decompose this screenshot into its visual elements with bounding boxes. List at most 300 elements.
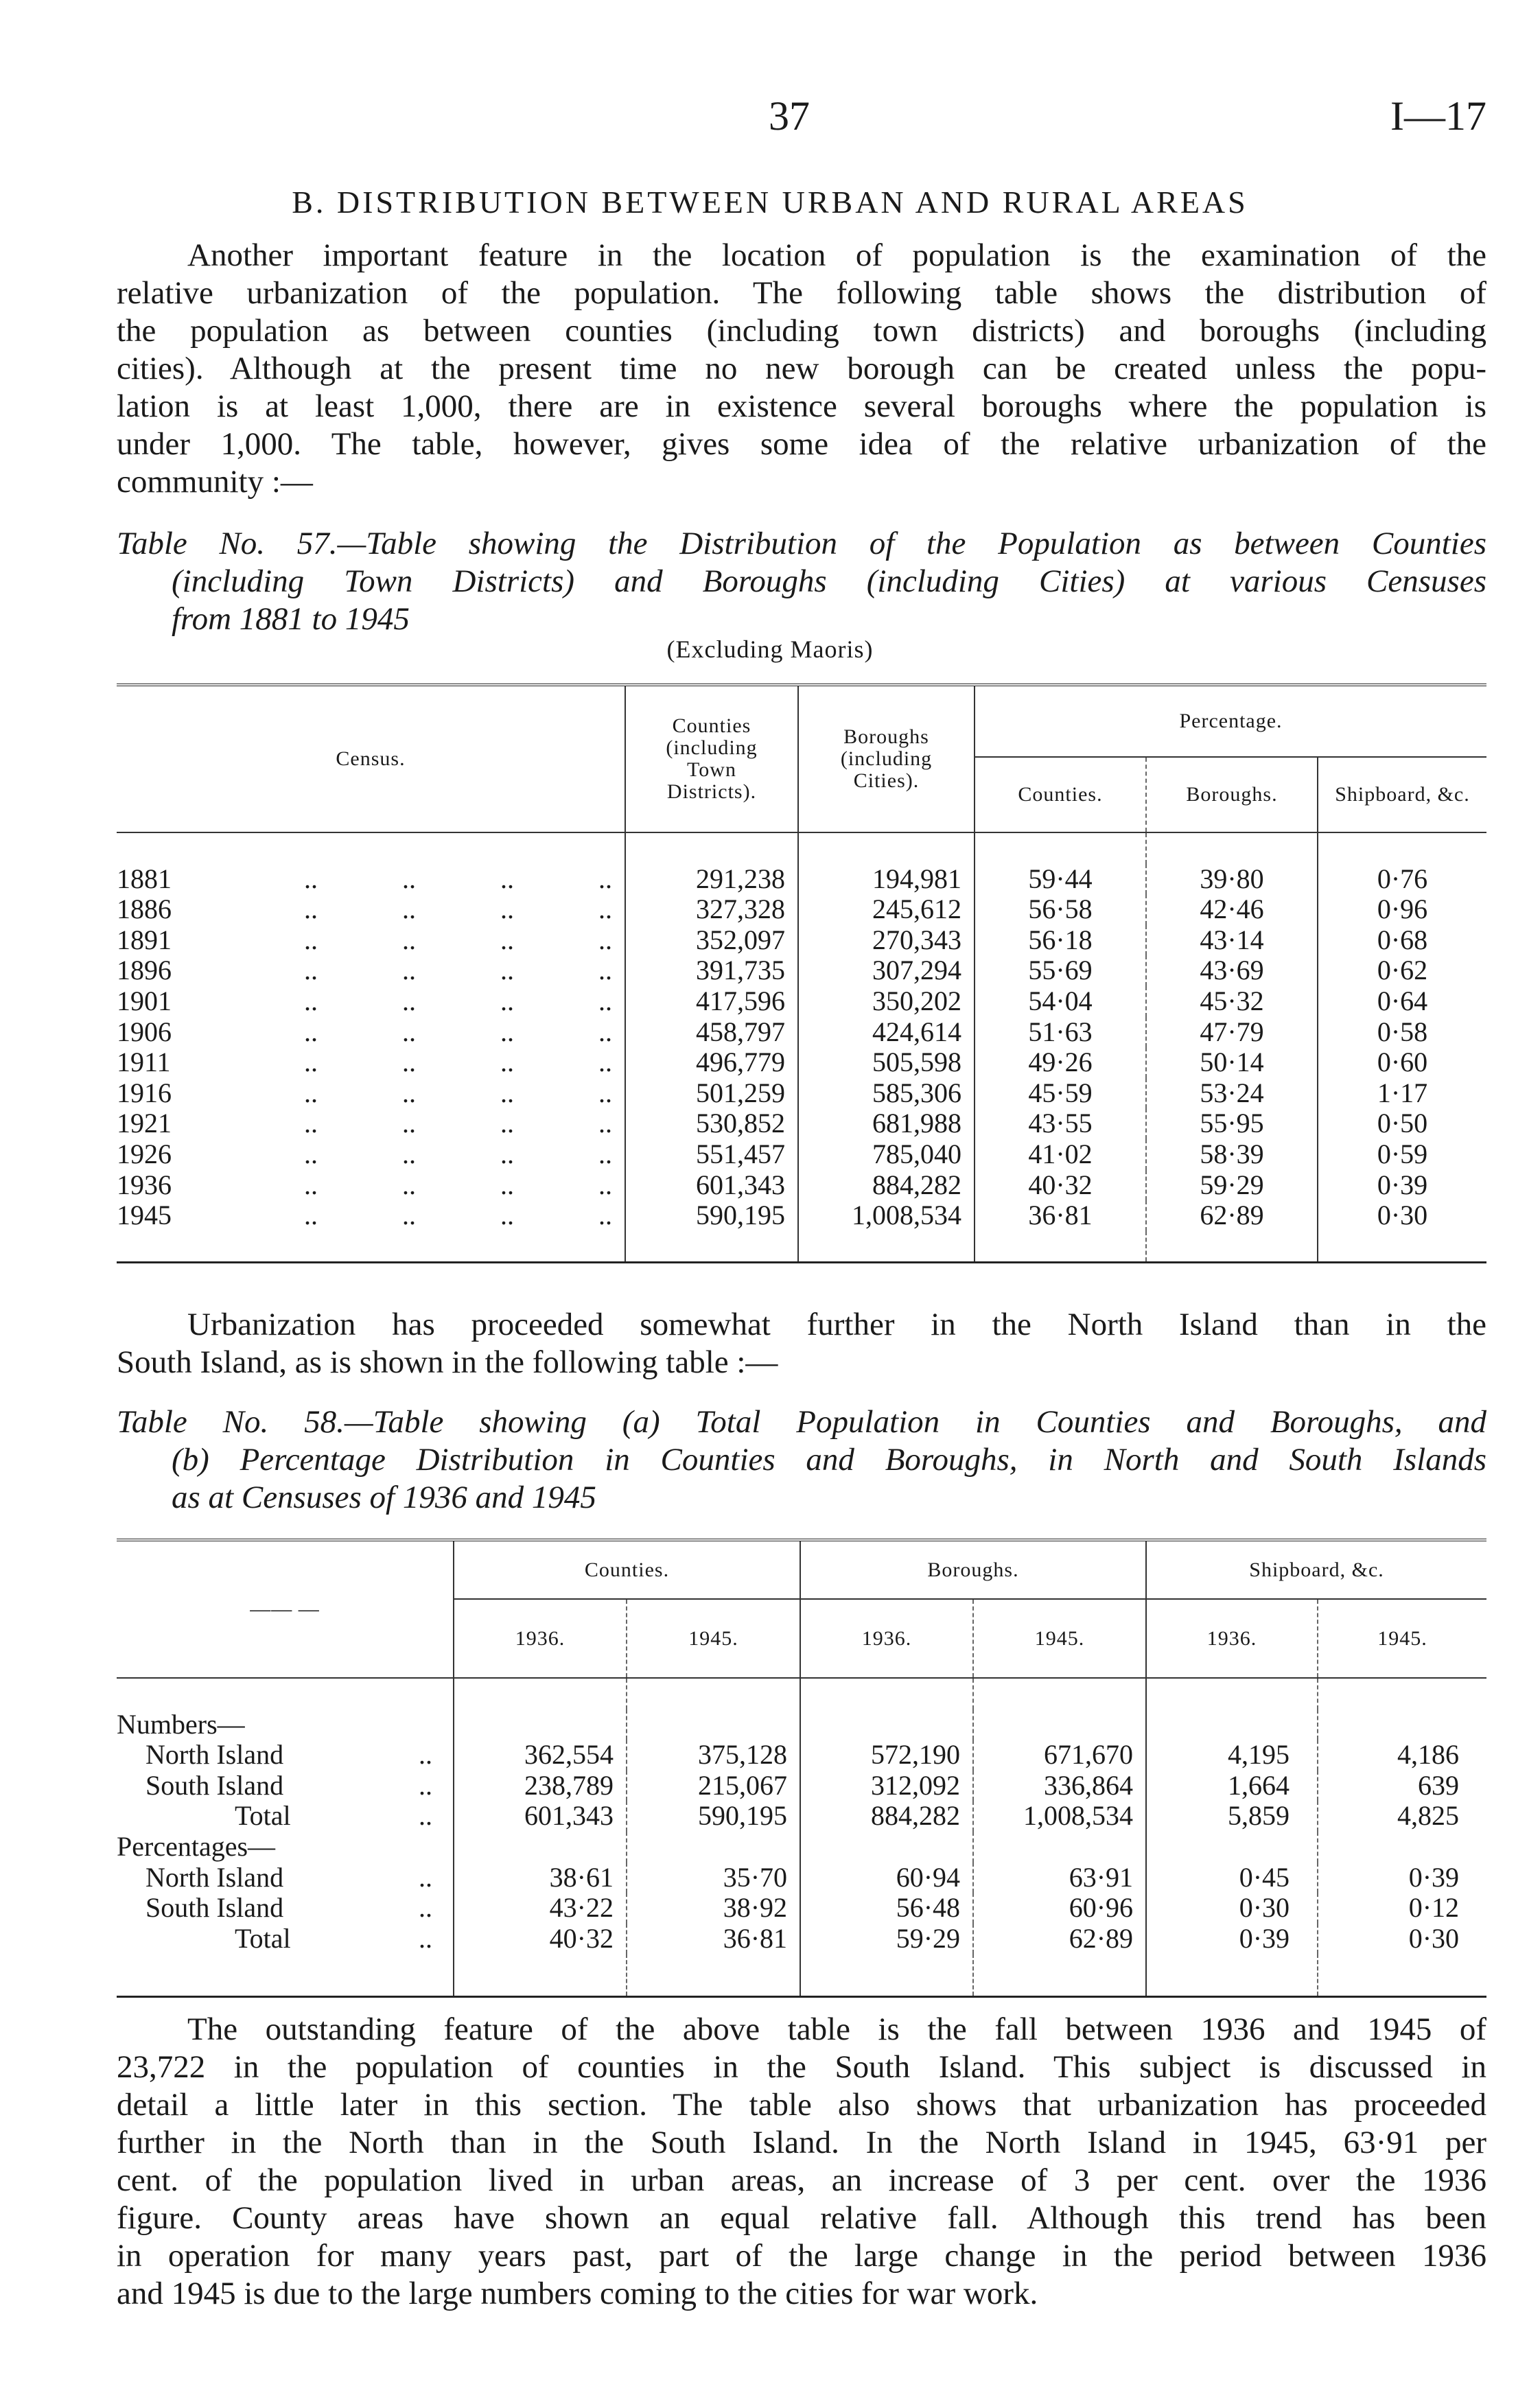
boroughs-1945 — [973, 1709, 1146, 1740]
dot-leader: .. — [402, 863, 416, 894]
dot-leader: .. — [402, 1047, 416, 1078]
spacer-row — [117, 1231, 1486, 1263]
spacer-cell — [1318, 1678, 1486, 1709]
text-line: 23,722 in the population of counties in the South Island. This subject is discussed in — [117, 2049, 1486, 2085]
dot-leader: .. — [402, 894, 416, 925]
header-pct-boroughs: Boroughs. — [1146, 757, 1318, 832]
counties-count: 391,735 — [625, 955, 798, 986]
dot-leader: .. — [419, 1922, 432, 1954]
header-census: Census. — [117, 685, 625, 832]
text-line: the population as between counties (including town districts) and boroughs (including — [117, 313, 1486, 349]
table-row — [117, 1893, 1486, 1924]
counties-1936: 38·61 — [454, 1863, 627, 1893]
counties-count: 496,779 — [625, 1047, 798, 1078]
spacer-cell — [627, 1954, 800, 1996]
table-row — [117, 1170, 1486, 1201]
row-label-cell — [117, 1863, 454, 1893]
dot-leader: .. — [500, 985, 514, 1016]
dot-leader: .. — [304, 1200, 318, 1231]
row-label-cell — [117, 1801, 454, 1832]
census-year: 1921 — [117, 1108, 172, 1139]
census-label — [117, 986, 625, 1017]
text-line: from 1881 to 1945 — [172, 601, 410, 637]
shipboard-1936: 5,859 — [1146, 1801, 1318, 1832]
dot-leader: .. — [419, 1892, 432, 1924]
pct-boroughs: 43·69 — [1146, 955, 1318, 986]
spacer-cell — [1146, 1678, 1318, 1709]
census-year: 1945 — [117, 1200, 172, 1231]
counties-1936: 362,554 — [454, 1740, 627, 1771]
boroughs-count: 307,294 — [798, 955, 975, 986]
census-year: 1916 — [117, 1077, 172, 1108]
census-label — [117, 1017, 625, 1048]
pct-boroughs: 43·14 — [1146, 925, 1318, 956]
spacer-cell — [625, 1231, 798, 1263]
boroughs-1945: 60·96 — [973, 1893, 1146, 1924]
dot-leader: .. — [598, 863, 612, 894]
text-line: Urbanization has proceeded somewhat further in the North Island than in the — [187, 1307, 1486, 1342]
header-group-shipboard: Shipboard, &c. — [1146, 1540, 1486, 1599]
dot-leader: .. — [304, 1047, 318, 1078]
dot-leader: .. — [419, 1769, 432, 1801]
boroughs-count: 681,988 — [798, 1108, 975, 1139]
spacer-cell — [798, 832, 975, 864]
row-label — [117, 1832, 453, 1863]
counties-count: 417,596 — [625, 986, 798, 1017]
counties-1936 — [454, 1832, 627, 1863]
table-row — [117, 1139, 1486, 1170]
text-line: (b) Percentage Distribution in Counties and Boroughs, in North and South Islands — [172, 1442, 1486, 1478]
census-year: 1881 — [117, 863, 172, 894]
boroughs-count: 424,614 — [798, 1017, 975, 1048]
dot-leader: .. — [598, 1047, 612, 1078]
pct-boroughs: 42·46 — [1146, 894, 1318, 925]
text-line: further in the North than in the South Island. In the North Island in 1945, 63·91 per — [117, 2125, 1486, 2160]
header-pct-counties: Counties. — [975, 757, 1146, 832]
dot-leader: .. — [304, 985, 318, 1016]
shipboard-1936: 0·39 — [1146, 1924, 1318, 1954]
counties-count: 590,195 — [625, 1200, 798, 1231]
pct-counties: 56·58 — [975, 894, 1146, 925]
census-label — [117, 1047, 625, 1078]
row-label-cell — [117, 1924, 454, 1954]
counties-count: 458,797 — [625, 1017, 798, 1048]
census-year: 1886 — [117, 894, 172, 925]
row-label-text: North Island — [145, 1861, 284, 1893]
document-reference: I—17 — [1390, 93, 1486, 139]
dot-leader: .. — [304, 863, 318, 894]
pct-boroughs: 45·32 — [1146, 986, 1318, 1017]
dot-leader: .. — [500, 1138, 514, 1169]
dot-leader: .. — [402, 1016, 416, 1047]
census-year-cell — [117, 864, 625, 895]
header-year: 1945. — [627, 1599, 800, 1678]
dot-leader: .. — [304, 1016, 318, 1047]
pct-boroughs: 62·89 — [1146, 1200, 1318, 1231]
row-label — [117, 1801, 453, 1832]
boroughs-count: 505,598 — [798, 1047, 975, 1078]
dot-leader: .. — [419, 1861, 432, 1893]
text-line: figure. County areas have shown an equal relative fall. Although this trend has been — [117, 2200, 1486, 2236]
header-group-counties: Counties. — [454, 1540, 800, 1599]
header-boroughs: Boroughs (including Cities). — [798, 685, 975, 832]
spacer-cell — [798, 1231, 975, 1263]
pct-shipboard: 0·50 — [1318, 1108, 1486, 1139]
boroughs-1945: 62·89 — [973, 1924, 1146, 1954]
boroughs-count: 270,343 — [798, 925, 975, 956]
row-label-cell — [117, 1709, 454, 1740]
census-label — [117, 864, 625, 895]
pct-shipboard: 0·62 — [1318, 955, 1486, 986]
pct-shipboard: 0·58 — [1318, 1017, 1486, 1048]
boroughs-1936: 884,282 — [800, 1801, 973, 1832]
pct-shipboard: 0·30 — [1318, 1200, 1486, 1231]
dot-leader: .. — [500, 1200, 514, 1231]
counties-count: 327,328 — [625, 894, 798, 925]
text-line: as at Censuses of 1936 and 1945 — [172, 1480, 596, 1515]
text-line: Table No. 57.—Table showing the Distribution of the Population as between Counties — [117, 526, 1486, 561]
pct-counties: 36·81 — [975, 1200, 1146, 1231]
header-year: 1936. — [454, 1599, 627, 1678]
shipboard-1945 — [1318, 1709, 1486, 1740]
row-label — [117, 1771, 453, 1801]
census-year-cell — [117, 986, 625, 1017]
header-year: 1936. — [800, 1599, 973, 1678]
boroughs-count: 245,612 — [798, 894, 975, 925]
counties-count: 291,238 — [625, 864, 798, 895]
boroughs-1945: 336,864 — [973, 1771, 1146, 1801]
shipboard-1936: 1,664 — [1146, 1771, 1318, 1801]
group-label: Percentages— — [117, 1830, 276, 1862]
table58-body — [117, 1678, 1486, 1996]
paragraph-urbanization — [117, 1306, 1486, 1381]
counties-1936: 601,343 — [454, 1801, 627, 1832]
table-row — [117, 1709, 1486, 1740]
census-year: 1936 — [117, 1169, 172, 1200]
group-label: Numbers— — [117, 1708, 245, 1740]
boroughs-count: 194,981 — [798, 864, 975, 895]
pct-shipboard: 0·59 — [1318, 1139, 1486, 1170]
spacer-cell — [973, 1678, 1146, 1709]
pct-counties: 40·32 — [975, 1170, 1146, 1201]
boroughs-count: 1,008,534 — [798, 1200, 975, 1231]
dot-leader: .. — [402, 985, 416, 1016]
pct-shipboard: 0·76 — [1318, 864, 1486, 895]
dot-leader: .. — [402, 955, 416, 986]
shipboard-1945 — [1318, 1832, 1486, 1863]
table57-subcaption: (Excluding Maoris) — [666, 635, 874, 663]
boroughs-count: 785,040 — [798, 1139, 975, 1170]
census-year-cell — [117, 1047, 625, 1078]
spacer-cell — [975, 1231, 1146, 1263]
pct-counties: 51·63 — [975, 1017, 1146, 1048]
census-label — [117, 955, 625, 986]
dot-leader: .. — [500, 924, 514, 955]
table-row — [117, 925, 1486, 956]
pct-boroughs: 55·95 — [1146, 1108, 1318, 1139]
pct-counties: 54·04 — [975, 986, 1146, 1017]
dot-leader: .. — [598, 1077, 612, 1108]
table-row — [117, 986, 1486, 1017]
pct-shipboard: 0·64 — [1318, 986, 1486, 1017]
text-line: and 1945 is due to the large numbers coming to the cities for war work. — [117, 2276, 1038, 2311]
dot-leader: .. — [402, 1138, 416, 1169]
spacer-cell — [1318, 1231, 1486, 1263]
row-label-text: Total — [235, 1800, 291, 1832]
counties-1945: 36·81 — [627, 1924, 800, 1954]
table-row — [117, 1924, 1486, 1954]
census-label — [117, 1108, 625, 1139]
dot-leader: .. — [304, 894, 318, 925]
table-row — [117, 1771, 1486, 1801]
spacer-cell — [117, 832, 625, 864]
row-label-cell — [117, 1740, 454, 1771]
census-label — [117, 1170, 625, 1201]
boroughs-1936: 59·29 — [800, 1924, 973, 1954]
spacer-row — [117, 832, 1486, 864]
shipboard-1945: 639 — [1318, 1771, 1486, 1801]
table58 — [117, 1539, 1486, 1998]
counties-1936: 238,789 — [454, 1771, 627, 1801]
shipboard-1945: 0·39 — [1318, 1863, 1486, 1893]
dot-leader: .. — [500, 863, 514, 894]
paragraph-conclusion — [117, 2011, 1486, 2313]
table-row — [117, 1047, 1486, 1078]
text-line: The outstanding feature of the above table is the fall between 1936 and 1945 of — [187, 2011, 1486, 2047]
table57 — [117, 684, 1486, 1263]
pct-counties: 59·44 — [975, 864, 1146, 895]
census-label — [117, 925, 625, 956]
dot-leader: .. — [304, 955, 318, 986]
dot-leader: .. — [304, 924, 318, 955]
boroughs-count: 884,282 — [798, 1170, 975, 1201]
census-label — [117, 1200, 625, 1231]
dot-leader: .. — [402, 1200, 416, 1231]
header-year: 1936. — [1146, 1599, 1318, 1678]
census-year-cell — [117, 955, 625, 986]
dot-leader: .. — [402, 924, 416, 955]
pct-shipboard: 0·96 — [1318, 894, 1486, 925]
spacer-cell — [973, 1954, 1146, 1996]
header-year: 1945. — [973, 1599, 1146, 1678]
dot-leader: .. — [304, 1138, 318, 1169]
counties-count: 530,852 — [625, 1108, 798, 1139]
spacer-row — [117, 1678, 1486, 1709]
pct-boroughs: 59·29 — [1146, 1170, 1318, 1201]
spacer-cell — [117, 1678, 454, 1709]
census-year: 1891 — [117, 924, 172, 955]
dot-leader: .. — [402, 1077, 416, 1108]
table-row — [117, 1200, 1486, 1231]
boroughs-1945: 63·91 — [973, 1863, 1146, 1893]
paragraph-intro — [117, 237, 1486, 501]
boroughs-1936 — [800, 1832, 973, 1863]
boroughs-1936: 572,190 — [800, 1740, 973, 1771]
boroughs-1936: 60·94 — [800, 1863, 973, 1893]
pct-boroughs: 53·24 — [1146, 1078, 1318, 1109]
boroughs-1945: 671,670 — [973, 1740, 1146, 1771]
text-line: community :— — [117, 464, 313, 500]
spacer-cell — [1146, 1231, 1318, 1263]
table58-caption — [117, 1403, 1486, 1517]
dot-leader: .. — [419, 1739, 432, 1771]
dot-leader: .. — [402, 1108, 416, 1139]
counties-1945: 35·70 — [627, 1863, 800, 1893]
shipboard-1936: 0·30 — [1146, 1893, 1318, 1924]
shipboard-1945: 4,186 — [1318, 1740, 1486, 1771]
boroughs-1936: 312,092 — [800, 1771, 973, 1801]
pct-counties: 56·18 — [975, 925, 1146, 956]
dot-leader: .. — [304, 1108, 318, 1139]
census-year: 1926 — [117, 1138, 172, 1169]
dot-leader: .. — [304, 1077, 318, 1108]
section-heading: B. DISTRIBUTION BETWEEN URBAN AND RURAL AREAS — [292, 185, 1248, 220]
dot-leader: .. — [598, 1169, 612, 1200]
census-year-cell — [117, 1017, 625, 1048]
row-label — [117, 1924, 453, 1954]
shipboard-1936 — [1146, 1709, 1318, 1740]
text-line: lation is at least 1,000, there are in existence several boroughs where the population is — [117, 388, 1486, 424]
header-counties: Counties (including Town Districts). — [625, 685, 798, 832]
table-row — [117, 894, 1486, 925]
dot-leader: .. — [598, 985, 612, 1016]
spacer-cell — [1318, 832, 1486, 864]
row-label — [117, 1863, 453, 1893]
table-row — [117, 1740, 1486, 1771]
spacer-cell — [454, 1678, 627, 1709]
census-year-cell — [117, 925, 625, 956]
dot-leader: .. — [500, 1169, 514, 1200]
text-line: cent. of the population lived in urban areas, an increase of 3 per cent. over the 1936 — [117, 2162, 1486, 2198]
header-blank: —— — — [117, 1540, 454, 1678]
spacer-cell — [975, 832, 1146, 864]
dot-leader: .. — [500, 955, 514, 986]
pct-boroughs: 50·14 — [1146, 1047, 1318, 1078]
boroughs-1936 — [800, 1709, 973, 1740]
counties-1936 — [454, 1709, 627, 1740]
counties-1936: 40·32 — [454, 1924, 627, 1954]
row-label-cell — [117, 1771, 454, 1801]
counties-count: 352,097 — [625, 925, 798, 956]
table-row — [117, 1078, 1486, 1109]
pct-shipboard: 0·60 — [1318, 1047, 1486, 1078]
pct-counties: 49·26 — [975, 1047, 1146, 1078]
dot-leader: .. — [598, 1138, 612, 1169]
pct-boroughs: 39·80 — [1146, 864, 1318, 895]
dot-leader: .. — [598, 924, 612, 955]
counties-1945 — [627, 1832, 800, 1863]
shipboard-1936: 0·45 — [1146, 1863, 1318, 1893]
spacer-cell — [627, 1678, 800, 1709]
dot-leader: .. — [500, 894, 514, 925]
census-year-cell — [117, 1108, 625, 1139]
shipboard-1936: 4,195 — [1146, 1740, 1318, 1771]
counties-count: 601,343 — [625, 1170, 798, 1201]
spacer-cell — [1146, 832, 1318, 864]
row-label — [117, 1893, 453, 1924]
dot-leader: .. — [304, 1169, 318, 1200]
row-label-cell — [117, 1893, 454, 1924]
text-line: cities). Although at the present time no new borough can be created unless the popu- — [117, 351, 1486, 386]
census-year-cell — [117, 1200, 625, 1231]
header-pct-shipboard: Shipboard, &c. — [1318, 757, 1486, 832]
shipboard-1945: 0·30 — [1318, 1924, 1486, 1954]
row-label-text: Total — [235, 1922, 291, 1954]
census-year-cell — [117, 1078, 625, 1109]
table-row — [117, 864, 1486, 895]
dot-leader: .. — [500, 1047, 514, 1078]
spacer-cell — [117, 1231, 625, 1263]
dot-leader: .. — [598, 894, 612, 925]
census-year-cell — [117, 894, 625, 925]
counties-1945: 38·92 — [627, 1893, 800, 1924]
text-line: detail a little later in this section. The table also shows that urbanization has proceeded — [117, 2087, 1486, 2123]
pct-counties: 55·69 — [975, 955, 1146, 986]
census-label — [117, 1078, 625, 1109]
boroughs-1945: 1,008,534 — [973, 1801, 1146, 1832]
spacer-cell — [800, 1954, 973, 1996]
dot-leader: .. — [598, 1108, 612, 1139]
header-percentage: Percentage. — [975, 685, 1486, 757]
boroughs-1936: 56·48 — [800, 1893, 973, 1924]
spacer-cell — [800, 1678, 973, 1709]
dot-leader: .. — [500, 1077, 514, 1108]
header-group-boroughs: Boroughs. — [800, 1540, 1146, 1599]
row-label-text: South Island — [145, 1769, 284, 1801]
census-year: 1911 — [117, 1047, 171, 1078]
counties-1945: 375,128 — [627, 1740, 800, 1771]
row-label — [117, 1740, 453, 1771]
text-line: in operation for many years past, part of the large change in the period between 1936 — [117, 2238, 1486, 2274]
dot-leader: .. — [598, 1016, 612, 1047]
pct-shipboard: 1·17 — [1318, 1078, 1486, 1109]
text-line: (including Town Districts) and Boroughs (including Cities) at various Censuses — [172, 563, 1486, 599]
dot-leader: .. — [500, 1108, 514, 1139]
counties-count: 501,259 — [625, 1078, 798, 1109]
boroughs-1945 — [973, 1832, 1146, 1863]
dot-leader: .. — [598, 1200, 612, 1231]
census-year-cell — [117, 1139, 625, 1170]
spacer-cell — [625, 832, 798, 864]
pct-counties: 43·55 — [975, 1108, 1146, 1139]
census-label — [117, 894, 625, 925]
boroughs-count: 585,306 — [798, 1078, 975, 1109]
row-label-text: South Island — [145, 1892, 284, 1924]
census-year: 1896 — [117, 955, 172, 986]
text-line: Table No. 58.—Table showing (a) Total Population in Counties and Boroughs, and — [117, 1404, 1486, 1440]
text-line: relative urbanization of the population. The following table shows the distribution of — [117, 275, 1486, 311]
spacer-cell — [117, 1954, 454, 1996]
counties-1936: 43·22 — [454, 1893, 627, 1924]
dot-leader: .. — [500, 1016, 514, 1047]
dot-leader: .. — [419, 1800, 432, 1832]
text-line: under 1,000. The table, however, gives some idea of the relative urbanization of the — [117, 426, 1486, 462]
row-label-cell — [117, 1832, 454, 1863]
dot-leader: .. — [598, 955, 612, 986]
counties-1945: 590,195 — [627, 1801, 800, 1832]
pct-counties: 41·02 — [975, 1139, 1146, 1170]
shipboard-1945: 4,825 — [1318, 1801, 1486, 1832]
table57-caption — [117, 525, 1486, 638]
counties-1945: 215,067 — [627, 1771, 800, 1801]
shipboard-1936 — [1146, 1832, 1318, 1863]
census-year: 1901 — [117, 985, 172, 1016]
counties-count: 551,457 — [625, 1139, 798, 1170]
text-line: South Island, as is shown in the following table :— — [117, 1344, 778, 1380]
counties-1945 — [627, 1709, 800, 1740]
table-row — [117, 1108, 1486, 1139]
shipboard-1945: 0·12 — [1318, 1893, 1486, 1924]
